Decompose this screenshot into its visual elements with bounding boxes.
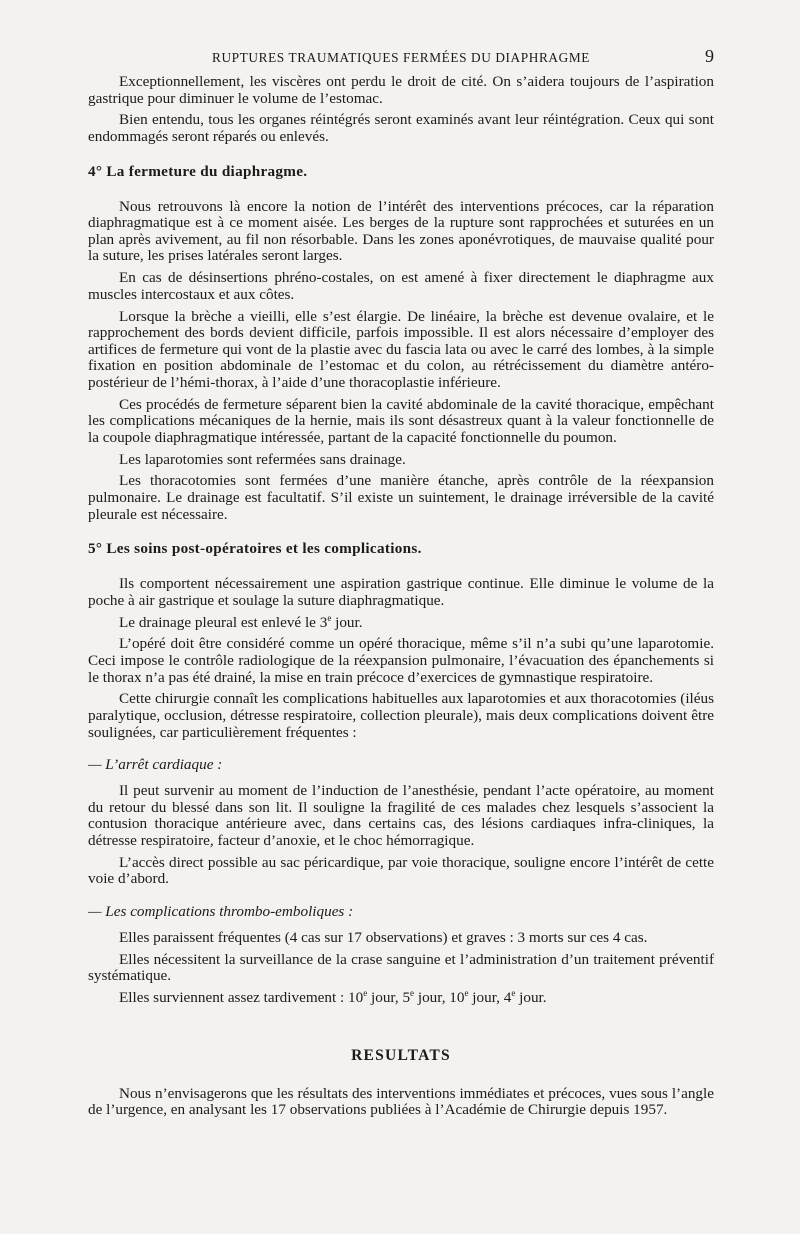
- paragraph: Ils comportent nécessairement une aspiration gastrique continue. Elle diminue le volume de la poche à air gastrique et soulage la suture diaphragmatique.: [88, 575, 714, 609]
- results-heading: RESULTATS: [351, 1046, 451, 1064]
- paragraph: Cette chirurgie connaît les complications habituelles aux laparotomies et aux thoracotomies (iléus paralytique, occlusion, détresse respiratoire, collection pleurale), mais deux complications doivent être soulignées, car particulièrement fréquentes :: [88, 690, 714, 741]
- text-fragment: jour.: [515, 989, 547, 1006]
- paragraph: Ces procédés de fermeture séparent bien la cavité abdominale de la cavité thoracique, empêchant les complications mécaniques de la hernie, mais ils sont désastreux quant à la valeur fonctionnelle de la coupole diaphragmatique intéressée, partant de la capacité fonctionnelle du poumon.: [88, 395, 714, 446]
- ordinal-superscript: e: [327, 612, 332, 623]
- ordinal-superscript: e: [363, 987, 368, 998]
- text-fragment: jour, 10: [414, 989, 465, 1006]
- running-header: [88, 46, 714, 74]
- paragraph: Les thoracotomies sont fermées d’une manière étanche, après contrôle de la réexpansion pulmonaire. Le drainage est facultatif. S’il existe un suintement, le drainage irréversible de la cavité pleurale est nécessaire.: [88, 472, 714, 523]
- paragraph: Bien entendu, tous les organes réintégrés seront examinés avant leur réintégration. Ceux qui sont endommagés seront réparés ou enlevés.: [88, 111, 714, 145]
- paragraph: Lorsque la brèche a vieilli, elle s’est élargie. De linéaire, la brèche est devenue ovalaire, et le rapprochement des bords devient difficile, parfois impossible. Il est alors nécessaire d’employer des artifices de fermeture qui vont de la plastie avec du fascia lata ou avec le carré des lombes, à la simple fixation en position abdominale de l’estomac et du colon, au rétrécissement du diamètre antéro-postérieur de l’hémi-thorax, à l’aide d’une thoracoplastie inférieure.: [88, 307, 714, 391]
- page-number: 9: [705, 46, 714, 66]
- ordinal-superscript: e: [511, 987, 516, 998]
- text-fragment: jour, 5: [367, 989, 411, 1006]
- section-heading-closure: 4° La fermeture du diaphragme.: [88, 162, 308, 180]
- paragraph: Les laparotomies sont refermées sans drainage.: [119, 450, 406, 468]
- paragraph: Nous retrouvons là encore la notion de l’intérêt des interventions précoces, car la réparation diaphragmatique est à ce moment aisée. Les berges de la rupture sont rapprochées et suturées en un plan après avivement, au fil non résorbable. Dans les zones aponévrotiques, de mauvaise qualité pour la suture, les prises latérales seront larges.: [88, 197, 714, 265]
- text-fragment: Le drainage pleural est enlevé le 3: [119, 613, 328, 631]
- paragraph: Elles paraissent fréquentes (4 cas sur 17 observations) et graves : 3 morts sur ces 4 cas.: [119, 928, 648, 946]
- paragraph: L’accès direct possible au sac péricardique, par voie thoracique, souligne encore l’intérêt de cette voie d’abord.: [88, 853, 714, 888]
- paragraph: En cas de désinsertions phréno-costales, on est amené à fixer directement le diaphragme aux muscles intercostaux et aux côtes.: [88, 269, 714, 303]
- running-title: RUPTURES TRAUMATIQUES FERMÉES DU DIAPHRAGME: [212, 50, 590, 65]
- paragraph: [88, 987, 714, 1007]
- subheading-thromboembolic: — Les complications thrombo-emboliques :: [88, 902, 354, 920]
- subheading-cardiac-arrest: — L’arrêt cardiaque :: [88, 756, 223, 774]
- text-fragment: jour, 4: [468, 989, 512, 1006]
- paragraph: Il peut survenir au moment de l’induction de l’anesthésie, pendant l’acte opératoire, au moment du retour du blessé dans son lit. Il souligne la fragilité de ces malades chez lesquels s’associent la contusion thoracique antérieure avec, dans certains cas, des lésions cardiaques infra-cliniques, la détresse respiratoire, facteur d’anoxie, et le choc hémorragique.: [88, 782, 714, 849]
- section-heading-postop: 5° Les soins post-opératoires et les complications.: [88, 540, 422, 558]
- paragraph: Nous n’envisagerons que les résultats des interventions immédiates et précoces, vues sous l’angle de l’urgence, en analysant les 17 observations publiées à l’Académie de Chirurgie depuis 1957.: [88, 1084, 714, 1119]
- paragraph: Exceptionnellement, les viscères ont perdu le droit de cité. On s’aidera toujours de l’aspiration gastrique pour diminuer le volume de l’estomac.: [88, 73, 714, 107]
- document-page: [88, 46, 714, 1124]
- text-fragment: Elles surviennent assez tardivement : 10: [119, 989, 364, 1006]
- paragraph: Elles nécessitent la surveillance de la crase sanguine et l’administration d’un traitement préventif systématique.: [88, 950, 714, 985]
- paragraph: [88, 612, 714, 632]
- ordinal-superscript: e: [410, 987, 415, 998]
- ordinal-superscript: e: [464, 987, 469, 998]
- paragraph: L’opéré doit être considéré comme un opéré thoracique, même s’il n’a subi qu’une laparotomie. Ceci impose le contrôle radiologique de la réexpansion pulmonaire, l’évacuation des épanchements si le thorax n’a pas été drainé, la mise en train précoce d’exercices de gymnastique respiratoire.: [88, 635, 714, 686]
- text-fragment: jour.: [331, 613, 363, 631]
